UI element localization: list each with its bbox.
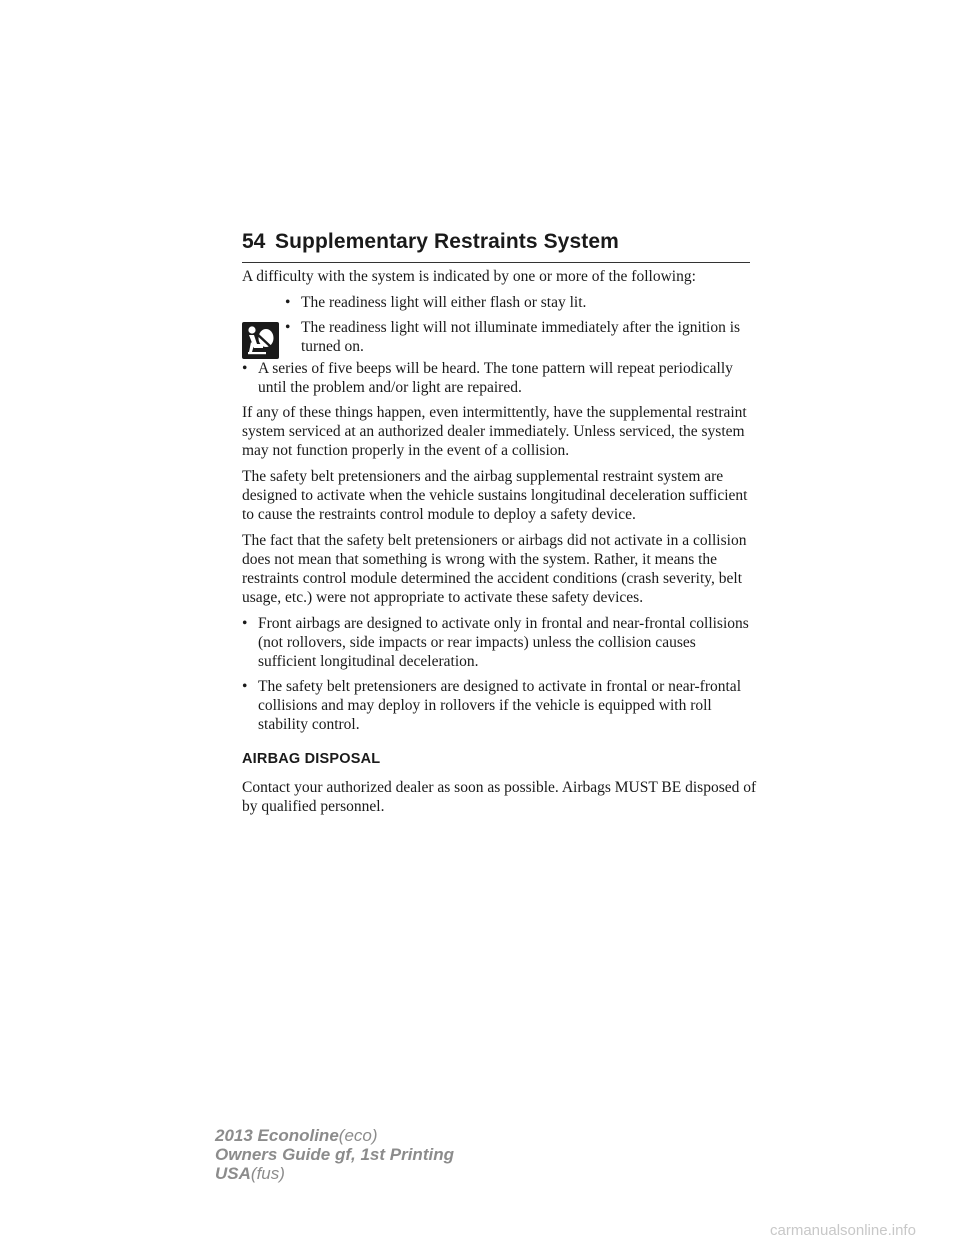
watermark-link[interactable]: carmanualsonline.info [770,1222,916,1239]
bullet-text: The readiness light will not illuminate immediately after the ignition is turned on. [301,319,741,355]
page-header [242,228,750,263]
page-title: Supplementary Restraints System [275,230,619,253]
page-footer [215,1126,454,1183]
list-item [242,677,757,734]
airbag-readiness-icon [242,322,279,359]
list-item [285,293,757,312]
icon-bullet-list [285,293,757,356]
bullet-text: A series of five beeps will be heard. The tone pattern will repeat periodically until the problem and/or light are repaired. [258,360,733,396]
bullet-mark: • [242,678,248,695]
bullet-text: Front airbags are designed to activate only in frontal and near-frontal collisions (not rollovers, side impacts or rear impacts) unless the collision causes sufficient longitudinal deceleration. [258,615,749,670]
readiness-light-block [242,293,757,359]
footer-line-1: 2013 Econoline(eco) [215,1126,378,1145]
bullet-text: The safety belt pretensioners are designed to activate in frontal or near-frontal collisions and may deploy in rollovers if the vehicle is equipped with roll stability control. [258,678,741,733]
bullet-mark: • [285,319,291,336]
disposal-paragraph: Contact your authorized dealer as soon as possible. Airbags MUST BE disposed of by qualified personnel. [242,779,757,815]
list-item [242,359,757,397]
pretensioners-paragraph: The safety belt pretensioners and the airbag supplemental restraint system are designed to activate when the vehicle sustains longitudinal deceleration sufficient to cause the restraints control module to deploy a safety device. [242,468,748,523]
service-paragraph: If any of these things happen, even intermittently, have the supplemental restraint system serviced at an authorized dealer immediately. Unless serviced, the system may not function properly in the event of a collision. [242,404,747,459]
section-heading: AIRBAG DISPOSAL [242,751,381,767]
bullet-mark: • [242,360,248,377]
list-item [242,614,757,671]
footer-line-2: Owners Guide gf, 1st Printing [215,1145,454,1164]
bullet-mark: • [285,294,291,311]
page-number: 54 [242,230,266,253]
bullet-text: The readiness light will either flash or stay lit. [301,294,587,311]
list-item [285,318,757,356]
activation-paragraph: The fact that the safety belt pretensioners or airbags did not activate in a collision does not mean that something is wrong with the system. Rather, it means the restraints control module determined the accident conditions (crash severity, belt usage, etc.) were not appropriate to activate these safety devices. [242,532,747,606]
intro-paragraph: A difficulty with the system is indicated by one or more of the following: [242,268,696,285]
footer-line-3: USA(fus) [215,1164,285,1183]
bullet-mark: • [242,615,248,632]
body-text [242,267,757,823]
